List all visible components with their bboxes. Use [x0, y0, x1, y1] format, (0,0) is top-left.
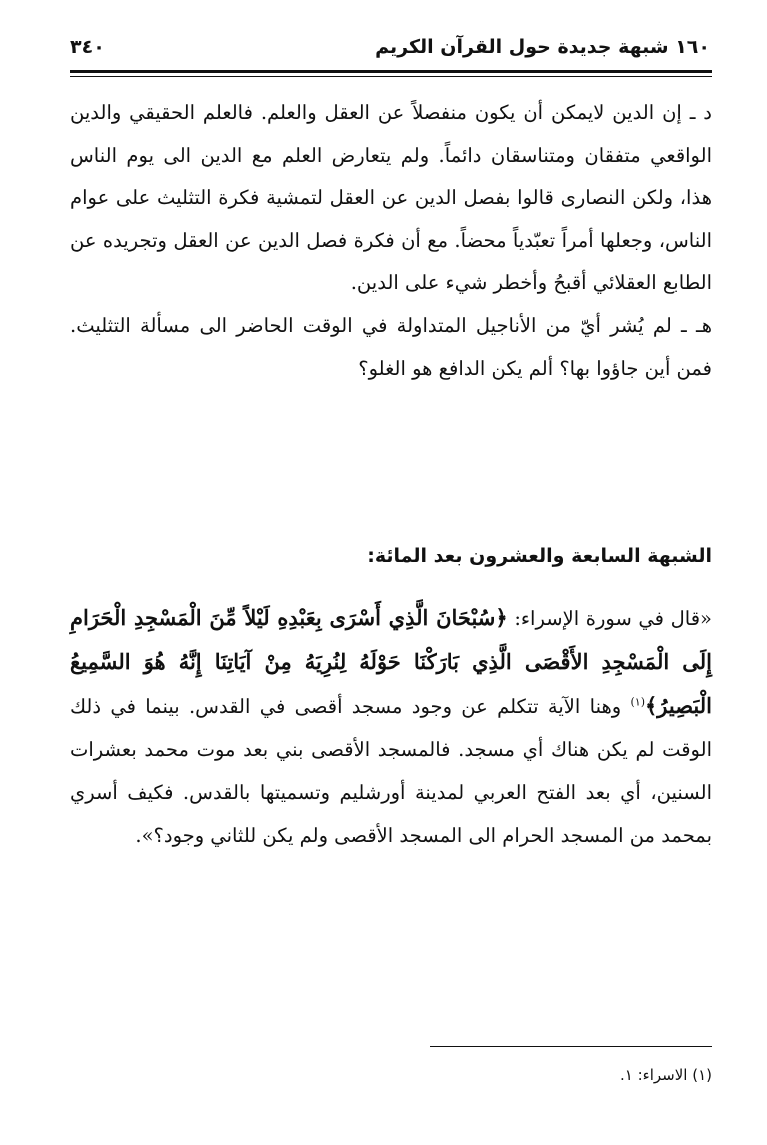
page-number: ٣٤٠ [70, 36, 105, 58]
quote-rest: وهنا الآية تتكلم عن وجود مسجد أقصى في القدس. بينما في ذلك الوقت لم يكن هناك أي مسجد. فالمسجد الأقصى بني بعد موت محمد بعشرات السنين، أي بعد الفتح العربي لمدينة أورشليم وتسميتها بالقدس. فكيف أسري بمحمد من المسجد الحرام الى المسجد الأقصى ولم يكن للثاني وجود؟». [70, 695, 712, 847]
header-rule-thin [70, 76, 712, 77]
paragraph-h: هـ ـ لم يُشر أيّ من الأناجيل المتداولة في الوقت الحاضر الى مسألة التثليث. فمن أين جاؤوا بها؟ ألم يكن الدافع هو الغلو؟ [70, 313, 712, 380]
footnote-marker: (١) [630, 695, 645, 709]
quoted-objection [70, 596, 712, 857]
footnote: (١) الاسراء: ١. [620, 1066, 712, 1084]
running-header [70, 30, 710, 64]
section-heading: الشبهة السابعة والعشرون بعد المائة: [367, 545, 712, 567]
paragraph-d: د ـ إن الدين لايمكن أن يكون منفصلاً عن العقل والعلم. فالعلم الحقيقي والدين الواقعي متفقان ومتناسقان دائماً. ولم يتعارض العلم مع الدين الى يوم الناس هذا، ولكن النصارى قالوا بفصل الدين عن العقل لتمشية فكرة التثليث على عوام الناس، وجعلها أمراً تعبّدياً محضاً. مع أن فكرة فصل الدين عن العقل وتجريده عن الطابع العقلائي أقبحُ وأخطر شيء على الدين. [70, 101, 712, 295]
header-rule-thick [70, 70, 712, 73]
quran-verse: ﴿سُبْحَانَ الَّذِي أَسْرَى بِعَبْدِهِ لَيْلاً مِّنَ الْمَسْجِدِ الْحَرَامِ إِلَى الْمَسْجِدِ الأَقْصَى الَّذِي بَارَكْنَا حَوْلَهُ لِنُرِيَهُ مِنْ آيَاتِنَا إِنَّهُ هُوَ السَّمِيعُ الْبَصِيرُ﴾ [70, 605, 712, 718]
quote-intro: «قال في سورة الإسراء: [507, 607, 712, 630]
book-title: ١٦٠ شبهة جديدة حول القرآن الكريم [375, 36, 710, 58]
main-text [70, 92, 712, 390]
footnote-rule [430, 1046, 712, 1047]
